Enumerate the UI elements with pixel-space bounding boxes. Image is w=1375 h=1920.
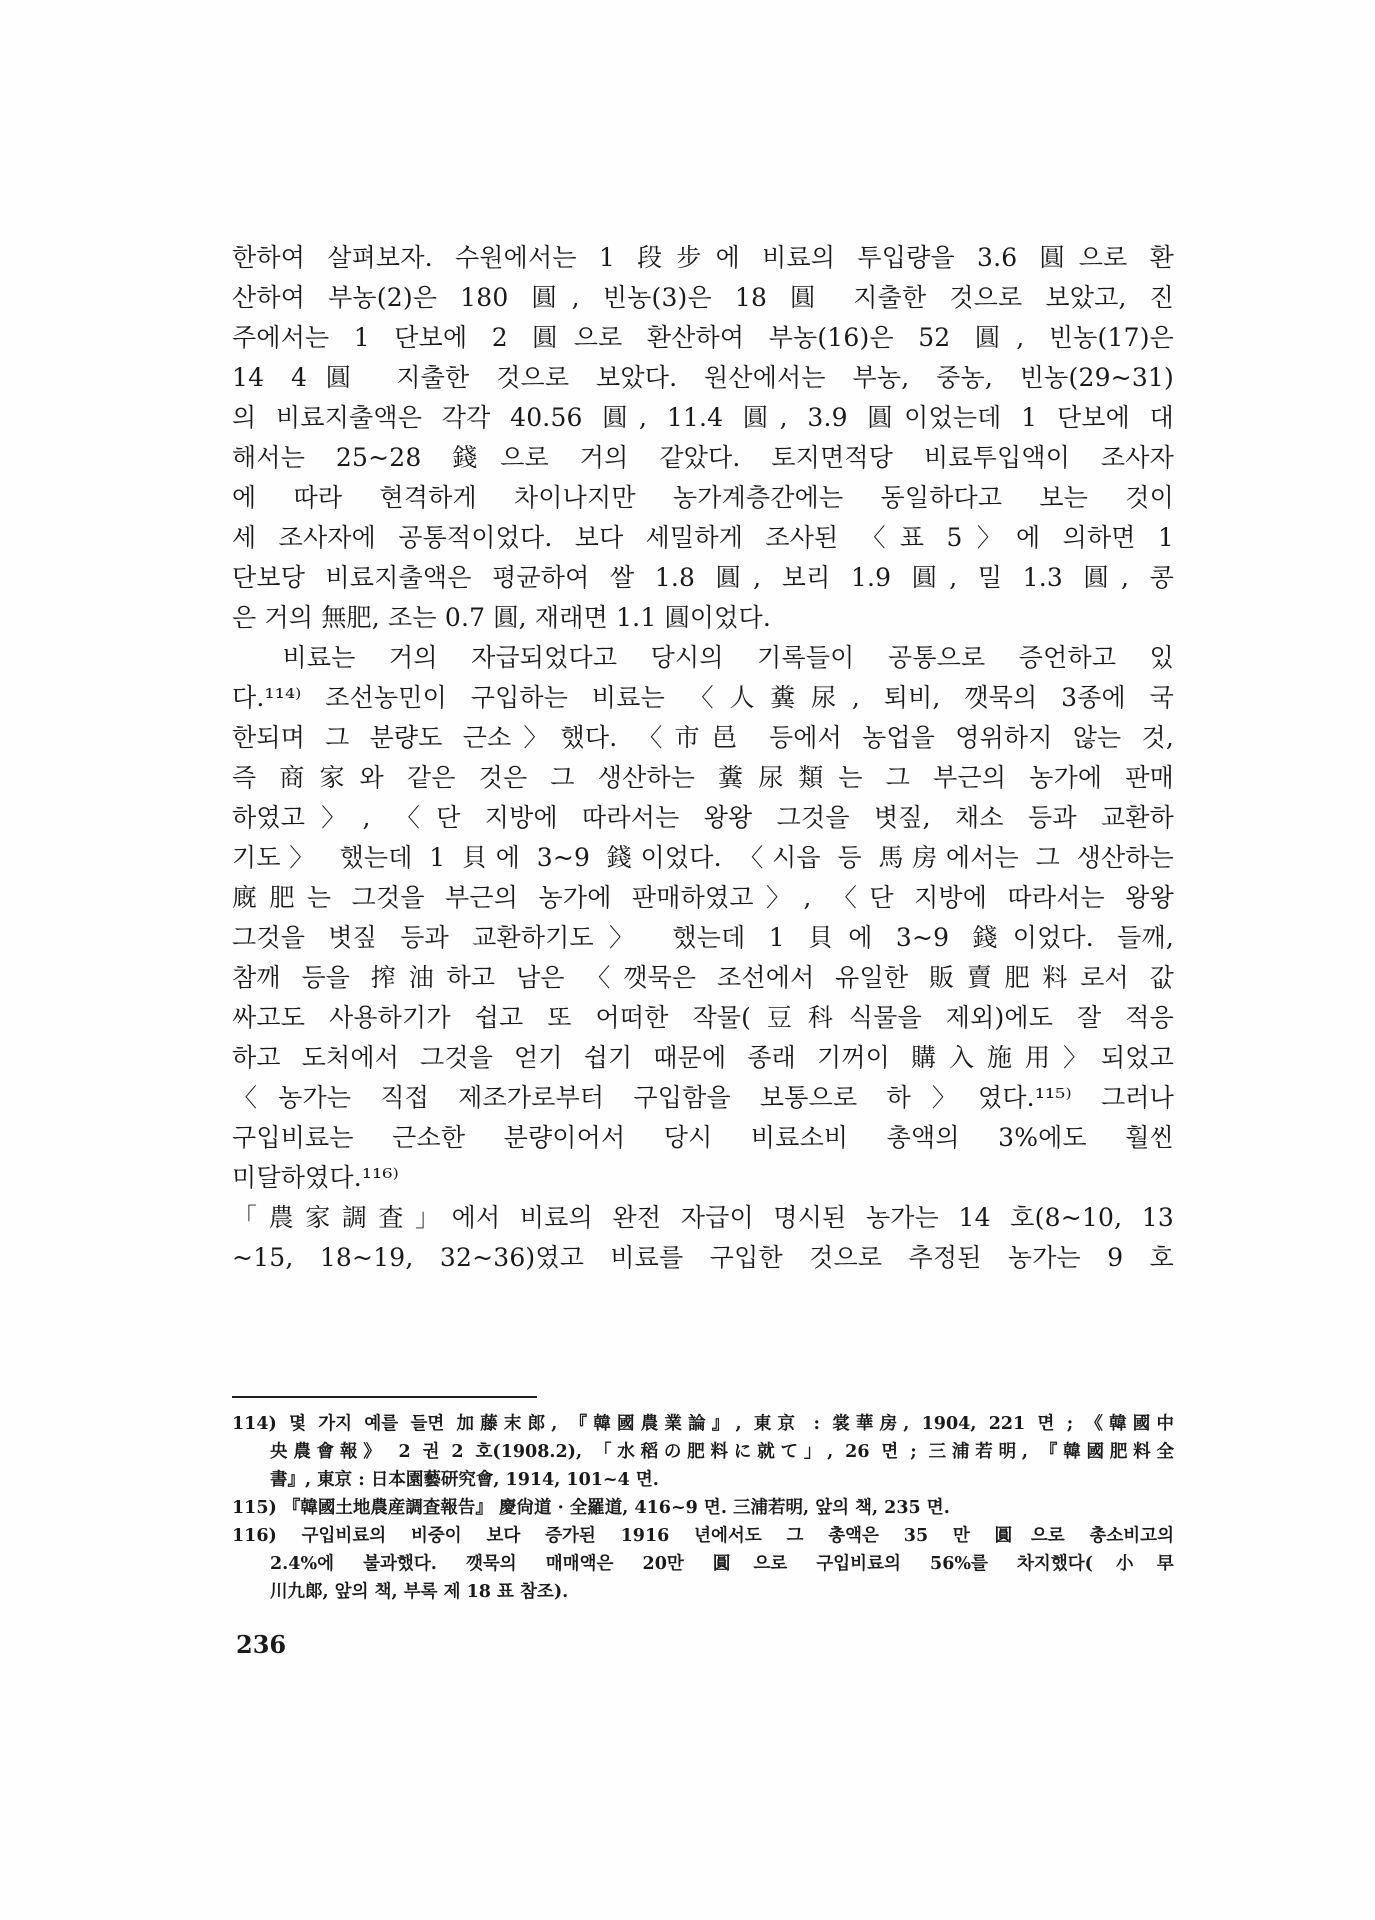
body-line: 참깨 등을 搾油하고 남은 〈깻묵은 조선에서 유일한 販賣肥料로서 값 — [232, 963, 1174, 992]
body-text — [232, 238, 1174, 1278]
body-line: 에 따라 현격하게 차이나지만 농가계층간에는 동일하다고 보는 것이 — [232, 483, 1174, 512]
footnote-divider — [232, 1396, 537, 1398]
body-line: 한하여 살펴보자. 수원에서는 1 段步에 비료의 투입량을 3.6 圓으로 환 — [232, 243, 1174, 272]
body-line: 단보당 비료지출액은 평균하여 쌀 1.8 圓, 보리 1.9 圓, 밀 1.3 圓, 콩 — [232, 563, 1174, 592]
body-line: 즉 商家와 같은 것은 그 생산하는 糞尿類는 그 부근의 농가에 판매 — [232, 763, 1174, 792]
footnote-line: 115) 『韓國土地農産調査報告』 慶尙道 · 全羅道, 416~9 면. 三浦若明, 앞의 책, 235 면. — [232, 1498, 950, 1518]
body-line: 세 조사자에 공통적이었다. 보다 세밀하게 조사된 〈표 5〉에 의하면 1 — [232, 523, 1174, 552]
body-line: 주에서는 1 단보에 2 圓으로 환산하여 부농(16)은 52 圓, 빈농(17)은 — [232, 323, 1174, 352]
body-line: 한되며 그 분량도 근소〉했다. 〈市邑 등에서 농업을 영위하지 않는 것, — [232, 723, 1174, 752]
body-line: 미달하였다.¹¹⁶⁾ — [232, 1163, 399, 1192]
body-line: 「農家調査」에서 비료의 완전 자급이 명시된 농가는 14 호(8~10, 13 — [232, 1203, 1174, 1232]
body-line: 산하여 부농(2)은 180 圓, 빈농(3)은 18 圓 지출한 것으로 보았고, 진 — [232, 283, 1174, 312]
footnote-line: 書』, 東京 : 日本園藝研究會, 1914, 101~4 면. — [270, 1470, 659, 1490]
body-line: 하였고〉, 〈단 지방에 따라서는 왕왕 그것을 볏짚, 채소 등과 교환하 — [232, 803, 1174, 832]
body-line: 〈농가는 직접 제조가로부터 구입함을 보통으로 하〉였다.¹¹⁵⁾ 그러나 — [232, 1083, 1174, 1112]
footnotes — [232, 1410, 1174, 1606]
body-line: 다.¹¹⁴⁾ 조선농민이 구입하는 비료는 〈人糞尿, 퇴비, 깻묵의 3종에 국 — [232, 683, 1174, 712]
body-line: ~15, 18~19, 32~36)였고 비료를 구입한 것으로 추정된 농가는 9 호 — [232, 1243, 1174, 1272]
footnote-line: 2.4%에 불과했다. 깻묵의 매매액은 20만 圓으로 구입비료의 56%를 차지했다(小早 — [270, 1554, 1174, 1574]
body-line: 14 4圓 지출한 것으로 보았다. 원산에서는 부농, 중농, 빈농(29~31) — [232, 363, 1174, 392]
body-line: 은 거의 無肥, 조는 0.7 圓, 재래면 1.1 圓이었다. — [232, 603, 771, 632]
body-line: 싸고도 사용하기가 쉽고 또 어떠한 작물(豆科식물을 제외)에도 잘 적응 — [232, 1003, 1174, 1032]
footnote-line: 川九郞, 앞의 책, 부록 제 18 표 참조). — [270, 1582, 569, 1602]
body-line: 그것을 볏짚 등과 교환하기도〉 했는데 1 貝에 3~9 錢이었다. 들깨, — [232, 923, 1174, 952]
footnote-line: 央農會報》 2 권 2 호(1908.2), 「水稻の肥料に就て」, 26 면 ; 三浦若明, 『韓國肥料全 — [270, 1442, 1174, 1462]
footnote-line: 114) 몇 가지 예를 들면 加藤末郎, 『韓國農業論』, 東京 : 裳華房, 1904, 221 면 ; 《韓國中 — [232, 1414, 1174, 1434]
body-line: 해서는 25~28 錢으로 거의 같았다. 토지면적당 비료투입액이 조사자 — [232, 443, 1174, 472]
body-line: 의 비료지출액은 각각 40.56 圓, 11.4 圓, 3.9 圓이었는데 1 단보에 대 — [232, 403, 1174, 432]
footnote-line: 116) 구입비료의 비중이 보다 증가된 1916 년에서도 그 총액은 35 만 圓으로 총소비고의 — [232, 1526, 1174, 1546]
body-line: 기도〉 했는데 1 貝에 3~9 錢이었다. 〈시읍 등 馬房에서는 그 생산하는 — [232, 843, 1174, 872]
body-line: 구입비료는 근소한 분량이어서 당시 비료소비 총액의 3%에도 훨씬 — [232, 1123, 1174, 1152]
body-line: 廐肥는 그것을 부근의 농가에 판매하였고〉, 〈단 지방에 따라서는 왕왕 — [232, 883, 1174, 912]
body-line: 비료는 거의 자급되었다고 당시의 기록들이 공통으로 증언하고 있 — [232, 643, 1174, 672]
page-number: 236 — [236, 1630, 287, 1659]
body-line: 하고 도처에서 그것을 얻기 쉽기 때문에 종래 기꺼이 購入施用〉되었고 — [232, 1043, 1174, 1072]
